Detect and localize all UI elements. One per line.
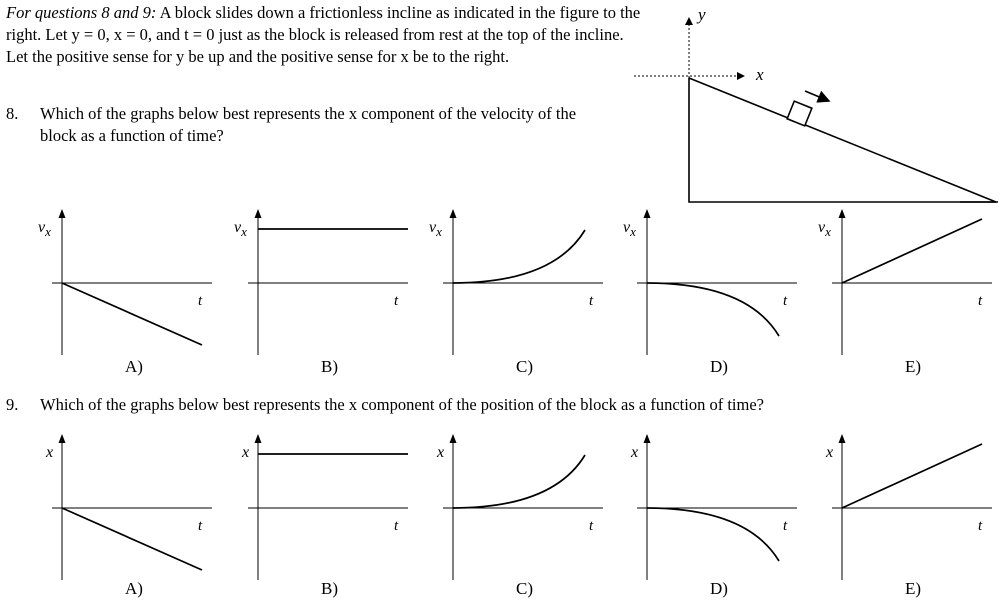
- q8-option-letter-4[interactable]: D): [710, 357, 728, 376]
- incline-y-label: y: [698, 5, 706, 24]
- q8-graph-2-y-label: $v_x$: [234, 219, 247, 239]
- q9-option-letter-4[interactable]: D): [710, 579, 728, 598]
- q9-graph-5-t-label: t: [978, 518, 983, 534]
- q9-graph-3-curve: [453, 455, 585, 508]
- q9-graph-2-arrowhead: [255, 434, 262, 443]
- question-8-text: Which of the graphs below best represents the x component of the velocity of the block as a function of time?: [40, 104, 577, 145]
- question-8-number: 8.: [6, 104, 19, 123]
- q9-graph-3-t-label: t: [589, 518, 594, 534]
- q9-graph-option-2[interactable]: [241, 434, 408, 598]
- q9-graph-5-arrowhead: [839, 434, 846, 443]
- q9-graph-option-1[interactable]: [45, 434, 212, 598]
- q9-graph-1-t-label: t: [198, 518, 203, 534]
- q8-graph-3-y-label: $v_x$: [429, 219, 442, 239]
- q9-graph-option-4[interactable]: [630, 434, 797, 598]
- q8-option-letter-2[interactable]: B): [321, 357, 338, 376]
- q9-graph-5-y-label: x: [826, 444, 834, 461]
- q9-graph-1-curve: [62, 508, 202, 570]
- q8-option-letter-3[interactable]: C): [516, 357, 533, 376]
- q9-graph-4-y-label: x: [631, 444, 639, 461]
- intro-label: For questions 8 and 9:: [6, 3, 157, 22]
- q9-graph-option-5[interactable]: [825, 434, 992, 598]
- q9-graph-1-arrowhead: [59, 434, 66, 443]
- q9-option-letter-5[interactable]: E): [905, 579, 922, 598]
- intro-text: A block slides down a frictionless incline as indicated in the figure to the right. Let y = 0, x = 0, and t = 0 just as the block is released from rest at the top of the incline. Let the positive sense for y be up and the positive sense for x be to the right.: [6, 3, 641, 66]
- q8-graph-1-y-label: $v_x$: [38, 219, 51, 239]
- q8-graph-4-t-label: t: [783, 293, 788, 309]
- q8-option-letter-1[interactable]: A): [125, 357, 143, 376]
- q9-graph-3-y-label: x: [437, 444, 445, 461]
- q8-graph-5-y-label: $v_x$: [818, 219, 831, 239]
- q9-option-letter-2[interactable]: B): [321, 579, 338, 598]
- q9-graph-option-3[interactable]: [436, 434, 603, 598]
- q9-graph-3-arrowhead: [450, 434, 457, 443]
- q8-graph-3-t-label: t: [589, 293, 594, 309]
- q9-graph-4-t-label: t: [783, 518, 788, 534]
- q9-option-letter-1[interactable]: A): [125, 579, 143, 598]
- q8-graph-1-t-label: t: [198, 293, 203, 309]
- q9-graph-2-t-label: t: [394, 518, 399, 534]
- q9-graph-4-arrowhead: [644, 434, 651, 443]
- q8-option-letter-5[interactable]: E): [905, 357, 922, 376]
- q8-graph-4-y-label: $v_x$: [623, 219, 636, 239]
- q8-graph-5-t-label: t: [978, 293, 983, 309]
- q9-graph-2-y-label: x: [242, 444, 250, 461]
- q9-graph-5-curve: [842, 444, 982, 508]
- q9-option-letter-3[interactable]: C): [516, 579, 533, 598]
- q9-graph-1-y-label: x: [46, 444, 54, 461]
- question-9-text: Which of the graphs below best represents the x component of the position of the block as a function of time?: [40, 395, 764, 414]
- q9-graph-4-curve: [647, 508, 779, 561]
- question-9-number: 9.: [6, 395, 19, 414]
- incline-x-label: x: [756, 65, 764, 84]
- q8-graph-2-t-label: t: [394, 293, 399, 309]
